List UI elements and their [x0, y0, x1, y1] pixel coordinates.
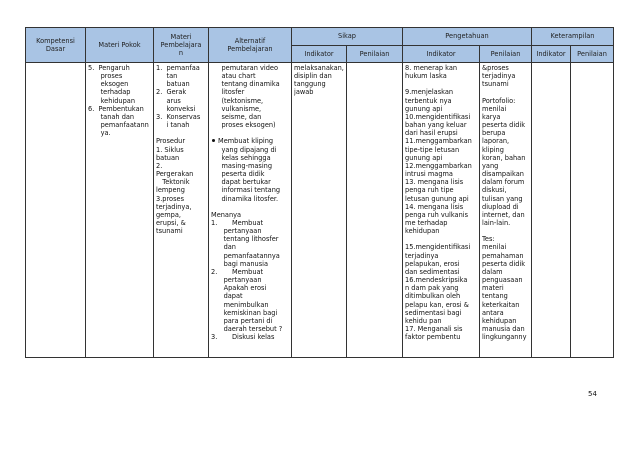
text-line: pertanyaan [211, 227, 262, 236]
text-line: 6. Pembentukan [88, 104, 144, 113]
text-line: n dam pak yang [405, 284, 459, 293]
text-line: 2. Gerak [156, 88, 187, 97]
header-row-1 [26, 28, 614, 46]
text-line: 9.menjelaskan [405, 88, 454, 97]
text-line: karya [482, 112, 501, 121]
header-pengetahuan-indikator: Indikator [403, 46, 480, 63]
text-line: jawab [294, 88, 314, 97]
text-line: tentang [482, 292, 508, 301]
text-line: laporan, [482, 137, 510, 146]
text-line: penga ruh tipe [405, 186, 454, 195]
text-line: 3.proses [156, 194, 185, 203]
cell-pengetahuan-penilaian [480, 63, 532, 358]
text-line: Apakah erosi [211, 284, 267, 293]
header-keterampilan-indikator: Indikator [532, 46, 571, 63]
table-row [26, 63, 614, 358]
text-line: tentang dinamika [211, 80, 280, 89]
text-line: Tes: [482, 235, 495, 244]
text-line: erupsi, & [156, 218, 186, 227]
text-line: gunung api [405, 153, 443, 162]
text-line: disiplin dan [294, 72, 332, 81]
text-line: batuan [156, 80, 190, 89]
text-line: 5. Pengaruh [88, 64, 130, 72]
text-line: tan [156, 72, 178, 81]
text-line: faktor pembentu [405, 333, 461, 342]
text-line [405, 235, 477, 243]
text-line: ditimbulkan oleh [405, 292, 461, 301]
text-line: 2. [156, 161, 163, 170]
text-line: litosfer [211, 88, 245, 97]
text-line: keterkaitan [482, 300, 520, 309]
text-line: dalam forum [482, 178, 525, 187]
text-line: tulisan yang [482, 194, 523, 203]
text-line: berupa [482, 129, 506, 138]
text-line: menilai [482, 104, 507, 113]
text-line: vulkanisme, [211, 104, 262, 113]
cell-keterampilan-indikator [532, 63, 571, 358]
header-keterampilan-penilaian: Penilaian [571, 46, 614, 63]
text-line: proses eksogen) [211, 121, 276, 130]
header-kompetensi-dasar: Kompetensi Dasar [26, 28, 86, 63]
cell-keterampilan-penilaian [571, 63, 614, 358]
header-sikap-indikator: Indikator [292, 46, 347, 63]
text-line: tanggung [294, 80, 326, 89]
text-line: i tanah [156, 121, 190, 130]
text-line: 16.mendeskripsika [405, 276, 468, 285]
text-line: materi [482, 284, 504, 293]
text-line: melaksanakan, [294, 64, 344, 72]
cell-alternatif-pembelajaran [209, 63, 292, 358]
text-line: kehidupan [88, 96, 135, 105]
text-line: 3. Konservas [156, 112, 201, 121]
header-alternatif-pembelajaran: Alternatif Pembelajaran [209, 28, 292, 63]
text-line: proses [88, 72, 123, 81]
text-line: pemahaman [482, 251, 524, 260]
rpp-table [25, 27, 614, 358]
text-line: dan sedimentasi [405, 267, 460, 276]
text-line: 14. mengana lisis [405, 202, 464, 211]
text-line: penguasaan [482, 276, 523, 285]
text-line: 2. Membuat [211, 267, 264, 276]
text-line: dinamika litosfer. [211, 194, 279, 203]
text-line: terjadinya [405, 251, 439, 260]
text-line: 13. mengana lisis [405, 178, 464, 187]
text-line: letusan gunung api [405, 194, 469, 203]
cell-materi-pokok [86, 63, 154, 358]
text-line: atau chart [211, 72, 256, 81]
text-line [482, 227, 529, 235]
text-line: bagi manusia [211, 259, 269, 268]
text-line: tentang lithosfer [211, 235, 279, 244]
text-line: penga ruh vulkanis [405, 210, 469, 219]
text-line: me terhadap [405, 218, 448, 227]
text-line: 12.menggambarkan [405, 161, 472, 170]
text-line: 15.mengidentifikasi [405, 243, 471, 252]
text-line: peserta didik [482, 259, 526, 268]
text-line: gempa, [156, 210, 181, 219]
text-line: konveksi [156, 104, 196, 113]
text-line: 3. Diskusi kelas [211, 333, 275, 342]
text-line: yang [482, 161, 499, 170]
text-line: masing-masing [211, 161, 273, 170]
text-line: informasi tentang [211, 186, 281, 195]
text-line: batuan [156, 153, 180, 162]
text-line: 1. Membuat [211, 218, 264, 227]
text-line: &proses [482, 64, 509, 72]
text-line: bahan yang keluar [405, 121, 467, 130]
text-line: antara [482, 308, 504, 317]
text-line: 10.mengidentifikasi [405, 112, 471, 121]
text-line: Tektonik [156, 178, 190, 187]
text-line: pelapukan, erosi [405, 259, 460, 268]
header-sikap-penilaian: Penilaian [347, 46, 403, 63]
text-line: tsunami [156, 227, 183, 236]
cell-sikap-penilaian [347, 63, 403, 358]
text-line: 17. Menganali sis [405, 325, 463, 333]
text-line: 8. menerap kan [405, 64, 458, 72]
header-pengetahuan-penilaian: Penilaian [480, 46, 532, 63]
text-line: para pertani di [211, 316, 273, 325]
text-line: Menanya [211, 210, 242, 219]
text-line: terhadap [88, 88, 131, 97]
header-materi-pembelajaran: Materi Pembelajara n [154, 28, 209, 63]
text-line: kehidupan [482, 316, 517, 325]
cell-kompetensi-dasar [26, 63, 86, 358]
text-line: tsunami [482, 80, 509, 89]
header-sikap: Sikap [292, 28, 403, 46]
text-line: menimbulkan [211, 300, 269, 309]
header-materi-pokok: Materi Pokok [86, 28, 154, 63]
cell-sikap-indikator [292, 63, 347, 358]
text-line [405, 80, 477, 88]
text-line: lingkunganny [482, 333, 527, 342]
text-line: diupload di [482, 202, 519, 211]
cell-materi-pembelajaran [154, 63, 209, 358]
text-line: menilai [482, 243, 507, 252]
bullet-icon [212, 139, 215, 142]
text-line: terbentuk nya [405, 96, 452, 105]
text-line [211, 203, 289, 211]
text-line: peserta didik [482, 121, 526, 130]
text-line [482, 88, 529, 96]
text-line: hukum laska [405, 72, 447, 81]
text-line: internet, dan [482, 210, 525, 219]
text-line: Portofolio: [482, 96, 516, 105]
text-line: 1. pemanfaa [156, 64, 200, 72]
text-line: ya. [88, 129, 111, 138]
text-line: manusia dan [482, 325, 525, 333]
text-line: (tektonisme, [211, 96, 264, 105]
text-line: 11.menggambarkan [405, 137, 472, 146]
text-line: pemanfaatannya [211, 251, 280, 260]
text-line: dan [211, 243, 236, 252]
text-line: kelas sehingga [211, 153, 271, 162]
text-line: terjadinya, [156, 202, 192, 211]
text-line: intrusi magma [405, 170, 453, 179]
text-line [211, 129, 289, 137]
text-line: kehidu pan [405, 316, 442, 325]
text-line: Prosedur [156, 137, 186, 146]
text-line: yang dipajang di [211, 145, 277, 154]
text-line: Pergerakan [156, 170, 194, 179]
text-line: arus [156, 96, 181, 105]
text-line: pemutaran video [211, 64, 278, 72]
text-line: lempeng [156, 186, 185, 195]
text-line: disampaikan [482, 170, 524, 179]
cell-pengetahuan-indikator [403, 63, 480, 358]
text-line: daerah tersebut ? [211, 325, 283, 333]
text-line: kliping [482, 145, 504, 154]
header-keterampilan: Keterampilan [532, 28, 614, 46]
text-line: dapat [211, 292, 243, 301]
text-line: kehidupan [405, 227, 440, 236]
text-line: seisme, dan [211, 112, 262, 121]
text-line: pelapu kan, erosi & [405, 300, 469, 309]
text-line: tipe-tipe letusan [405, 145, 460, 154]
text-line: diskusi, [482, 186, 507, 195]
page-number: 54 [588, 390, 597, 398]
text-line: dapat bertukar [211, 178, 271, 187]
text-line: 1. Siklus [156, 145, 184, 154]
text-line: koran, bahan [482, 153, 526, 162]
text-line: dalam [482, 267, 503, 276]
text-line: pemanfaatann [88, 121, 149, 130]
text-line: peserta didik [211, 170, 265, 179]
text-line: eksogen [88, 80, 129, 89]
text-line: kemiskinan bagi [211, 308, 278, 317]
text-line: gunung api [405, 104, 443, 113]
text-line: pertanyaan [211, 276, 262, 285]
header-pengetahuan: Pengetahuan [403, 28, 532, 46]
text-line: lain-lain. [482, 218, 511, 227]
text-line: tanah dan [88, 112, 135, 121]
text-line: dari hasil erupsi [405, 129, 458, 138]
text-line: sedimentasi bagi [405, 308, 462, 317]
bullet-line: Membuat kliping [211, 137, 289, 145]
text-line: terjadinya [482, 72, 516, 81]
text-line [156, 129, 206, 137]
